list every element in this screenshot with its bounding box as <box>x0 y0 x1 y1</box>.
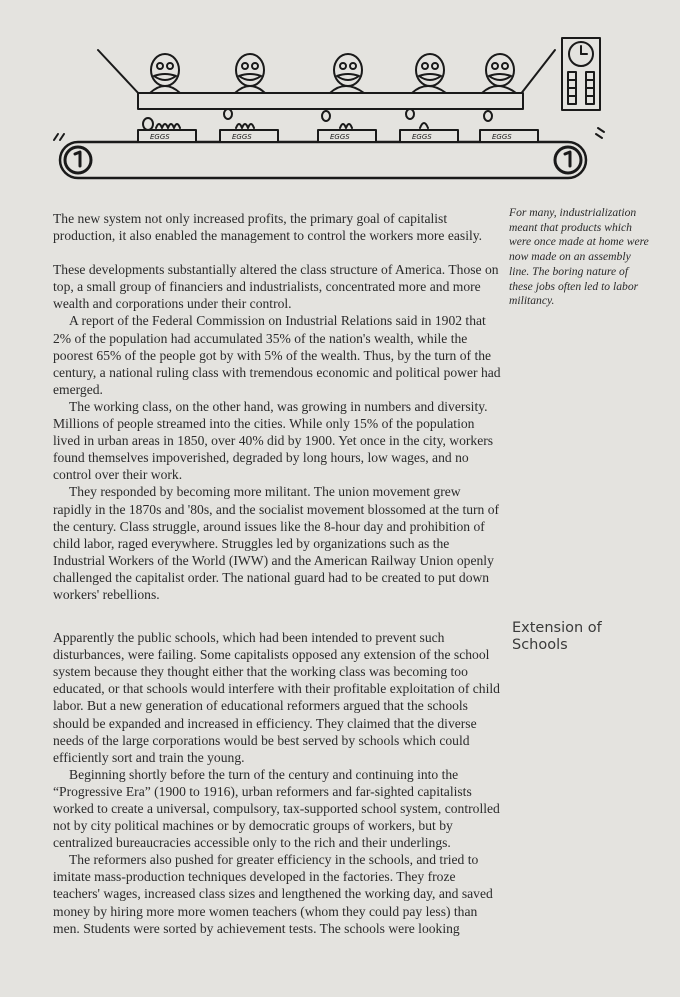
paragraph: These developments substantially altered the class structure of America. Those on top, a small group of financiers and industrialists, concentrated more and more wealth and corporations under their control. <box>53 262 499 312</box>
margin-note: For many, industrialization meant that products which were once made at home were now made on an assembly line. The boring nature of these jobs often led to labor militancy. <box>509 206 649 308</box>
egg-box-label: EGGS <box>330 133 350 141</box>
paragraph: Apparently the public schools, which had been intended to prevent such disturbances, were failing. Some capitalists opposed any extension of the school system because they thought either that the working class was becoming too educated, or that schools would interfere with their profitable exploitation of child labor. But a new generation of educational reformers argued that the schools should be expanded and increased in efficiency. They claimed that the diverse needs of the large corporations would be best served by schools which could efficiently sort and train the young. <box>53 630 500 765</box>
paragraph: A report of the Federal Commission on Industrial Relations said in 1902 that 2% of the population had accumulated 35% of the nation's wealth, while the poorest 65% of the people got by with 5% of the wealth. Thus, by the turn of the century, a national ruling class with tremendous economic and political power had emerged. <box>53 313 501 397</box>
paragraph: The new system not only increased profits, the primary goal of capitalist production, it also enabled the management to control the workers more easily. <box>53 211 483 244</box>
assembly-line-illustration <box>50 30 620 195</box>
paragraph: They responded by becoming more militant. The union movement grew rapidly in the 1870s and '80s, and the socialist movement blossomed at the turn of the century. Class struggle, around issues like the 8-hour day and prohibition of child labor, raged everywhere. Struggles led by organizations such as the Industrial Workers of the World (IWW) and the American Railway Union openly challenged the capitalist order. The national guard had to be created to put down workers' rebellions. <box>53 484 500 602</box>
paragraph: The reformers also pushed for greater efficiency in the schools, and tried to imitate mass-production techniques developed in the factories. They froze teachers' wages, increased class sizes and lengthened the working day, and saved money by hiring more more women teachers (whom they could pay less) than men. Students were sorted by achievement tests. The schools were looking <box>53 852 493 936</box>
paragraph: The working class, on the other hand, was growing in numbers and diversity. Millions of people streamed into the cities. While only 15% of the population lived in urban areas in 1850, over 40% did by 1900. Yet once in the city, workers found themselves impoverished, degraded by long hours, low wages, and no control over their work. <box>53 398 494 483</box>
body-text <box>53 210 501 937</box>
egg-box-label: EGGS <box>412 133 432 141</box>
egg-box-label: EGGS <box>150 133 170 141</box>
egg-box-label: EGGS <box>492 133 512 141</box>
egg-box-label: EGGS <box>232 133 252 141</box>
paragraph: Beginning shortly before the turn of the century and continuing into the “Progressive Era” (1900 to 1916), urban reformers and far-sighted capitalists worked to create a universal, compulsory, tax-supported school system, controlled not by city political machines or by democratic groups of workers, but by centralized bureaucracies accessible only to the rich and their underlings. <box>53 766 500 851</box>
section-heading: Extension of Schools <box>512 620 602 653</box>
